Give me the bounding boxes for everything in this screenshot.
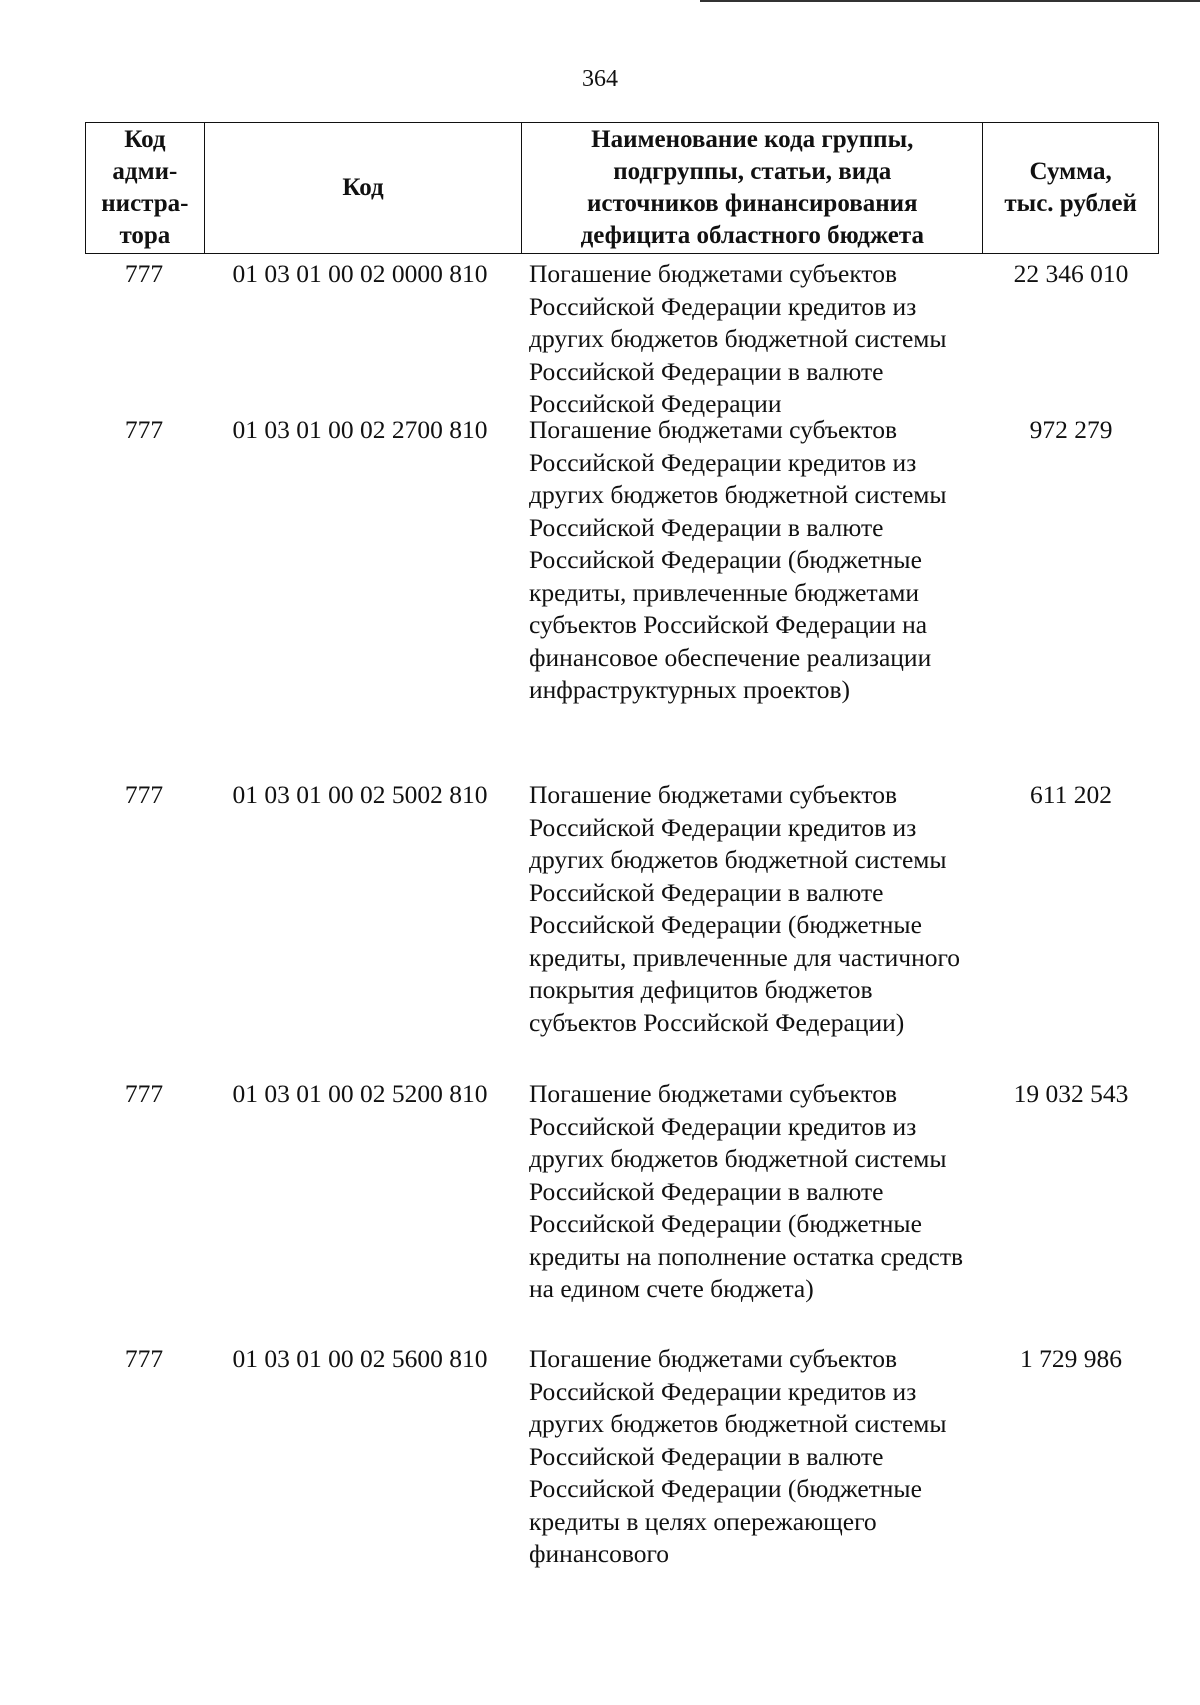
code-cell: 01 03 01 00 02 2700 810 bbox=[232, 415, 488, 444]
table-row bbox=[85, 1074, 1159, 1339]
name-cell: Погашение бюджетами субъектов Российской Федерации кредитов из других бюджетов бюджетной системы Российской Федерации в валюте Российской Федерации (бюджетные кредиты на пополнение остатка средств на едином счете бюджета) bbox=[529, 1079, 964, 1303]
sum-cell: 22 346 010 bbox=[1013, 259, 1129, 288]
code-cell: 01 03 01 00 02 0000 810 bbox=[232, 259, 488, 288]
name-cell: Погашение бюджетами субъектов Российской Федерации кредитов из других бюджетов бюджетной системы Российской Федерации в валюте Российской Федерации bbox=[529, 259, 947, 418]
table-header bbox=[85, 122, 1159, 254]
name-cell: Погашение бюджетами субъектов Российской Федерации кредитов из других бюджетов бюджетной системы Российской Федерации в валюте Российской Федерации (бюджетные кредиты в целях опережающего финансового bbox=[529, 1344, 947, 1568]
header-name: Наименование кода группы, подгруппы, статьи, вида источников финансирования дефицита областного бюджета bbox=[521, 123, 982, 253]
sum-cell: 972 279 bbox=[1029, 415, 1113, 444]
admin-code-cell: 777 bbox=[124, 259, 164, 288]
admin-code-cell: 777 bbox=[124, 1344, 164, 1373]
name-cell: Погашение бюджетами субъектов Российской Федерации кредитов из других бюджетов бюджетной системы Российской Федерации в валюте Российской Федерации (бюджетные кредиты, привлеченные для частичного покрытия дефицитов бюджетов субъектов Российской Федерации) bbox=[529, 780, 961, 1037]
header-sum: Сумма, тыс. рублей bbox=[982, 123, 1158, 253]
code-cell: 01 03 01 00 02 5200 810 bbox=[232, 1079, 488, 1108]
admin-code-cell: 777 bbox=[124, 1079, 164, 1108]
page-number: 364 bbox=[582, 66, 618, 92]
table-row bbox=[85, 410, 1159, 775]
header-code: Код bbox=[204, 123, 521, 253]
code-cell: 01 03 01 00 02 5002 810 bbox=[232, 780, 488, 809]
code-cell: 01 03 01 00 02 5600 810 bbox=[232, 1344, 488, 1373]
top-edge-rule bbox=[700, 0, 1200, 2]
sources-financing-table bbox=[85, 122, 1159, 1579]
table-row bbox=[85, 775, 1159, 1074]
table-row bbox=[85, 254, 1159, 418]
sum-cell: 19 032 543 bbox=[1013, 1079, 1129, 1108]
sum-cell: 611 202 bbox=[1030, 780, 1112, 809]
table-row bbox=[85, 1339, 1159, 1579]
admin-code-cell: 777 bbox=[124, 415, 164, 444]
name-cell: Погашение бюджетами субъектов Российской Федерации кредитов из других бюджетов бюджетной системы Российской Федерации в валюте Российской Федерации (бюджетные кредиты, привлеченные бюджетами субъектов Российской Федерации на финансовое обеспечение реализации инфраструктурных проектов) bbox=[529, 415, 947, 704]
sum-cell: 1 729 986 bbox=[1020, 1344, 1122, 1373]
admin-code-cell: 777 bbox=[124, 780, 164, 809]
header-admin-code: Код адми- нистра- тора bbox=[101, 126, 189, 249]
